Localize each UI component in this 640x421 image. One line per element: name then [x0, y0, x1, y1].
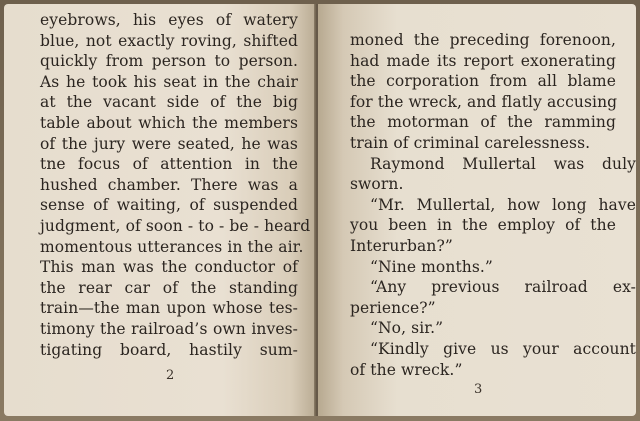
text-line: timony the railroad’s own inves-	[40, 319, 298, 338]
text-line: for the wreck, and flatly accusing	[350, 92, 618, 111]
text-line: judgment, of soon - to - be - heard	[40, 216, 311, 235]
text-line: the motorman of the ramming	[350, 113, 616, 132]
text-line: “Kindly give us your account	[370, 339, 636, 358]
text-line: the rear car of the standing	[40, 278, 298, 297]
text-line: at the vacant side of the big	[40, 93, 298, 112]
text-line: quickly from person to person.	[40, 52, 298, 71]
text-line: sense of waiting, of suspended	[40, 196, 298, 215]
text-line: As he took his seat in the chair	[40, 72, 298, 91]
text-line: momentous utterances in the air.	[40, 237, 304, 256]
text-line: sworn.	[350, 175, 404, 194]
text-line: of the jury were seated, he was	[40, 134, 298, 153]
right-page	[318, 4, 636, 416]
text-line: “No, sir.”	[370, 319, 444, 338]
text-line: Raymond Mullertal was duly	[370, 154, 636, 173]
text-line: train—the man upon whose tes-	[40, 299, 298, 318]
text-line: eyebrows, his eyes of watery	[40, 11, 298, 29]
text-line: “Mr. Mullertal, how long have	[370, 195, 636, 214]
text-line: perience?”	[350, 298, 436, 317]
page-number-right: 3	[474, 382, 483, 397]
text-line: had made its report exonerating	[350, 51, 616, 70]
text-line: hushed chamber. There was a	[40, 175, 298, 194]
text-line: moned the preceding forenoon,	[350, 31, 616, 49]
text-line: the corporation from all blame	[350, 72, 616, 91]
page-number-left: 2	[166, 368, 175, 383]
text-line: tigating board, hastily sum-	[40, 340, 298, 359]
text-line: Interurban?”	[350, 236, 453, 255]
left-page	[4, 4, 316, 416]
text-line: table about which the members	[40, 113, 298, 132]
text-line: tne focus of attention in the	[40, 155, 298, 174]
text-line: train of criminal carelessness.	[350, 133, 591, 152]
text-line: “Any previous railroad ex-	[370, 278, 636, 297]
text-line: “Nine months.”	[370, 257, 493, 276]
text-line: you been in the employ of the	[350, 216, 616, 235]
text-line: This man was the conductor of	[40, 258, 298, 277]
text-line: blue, not exactly roving, shifted	[40, 31, 298, 50]
text-line: of the wreck.”	[350, 360, 463, 379]
